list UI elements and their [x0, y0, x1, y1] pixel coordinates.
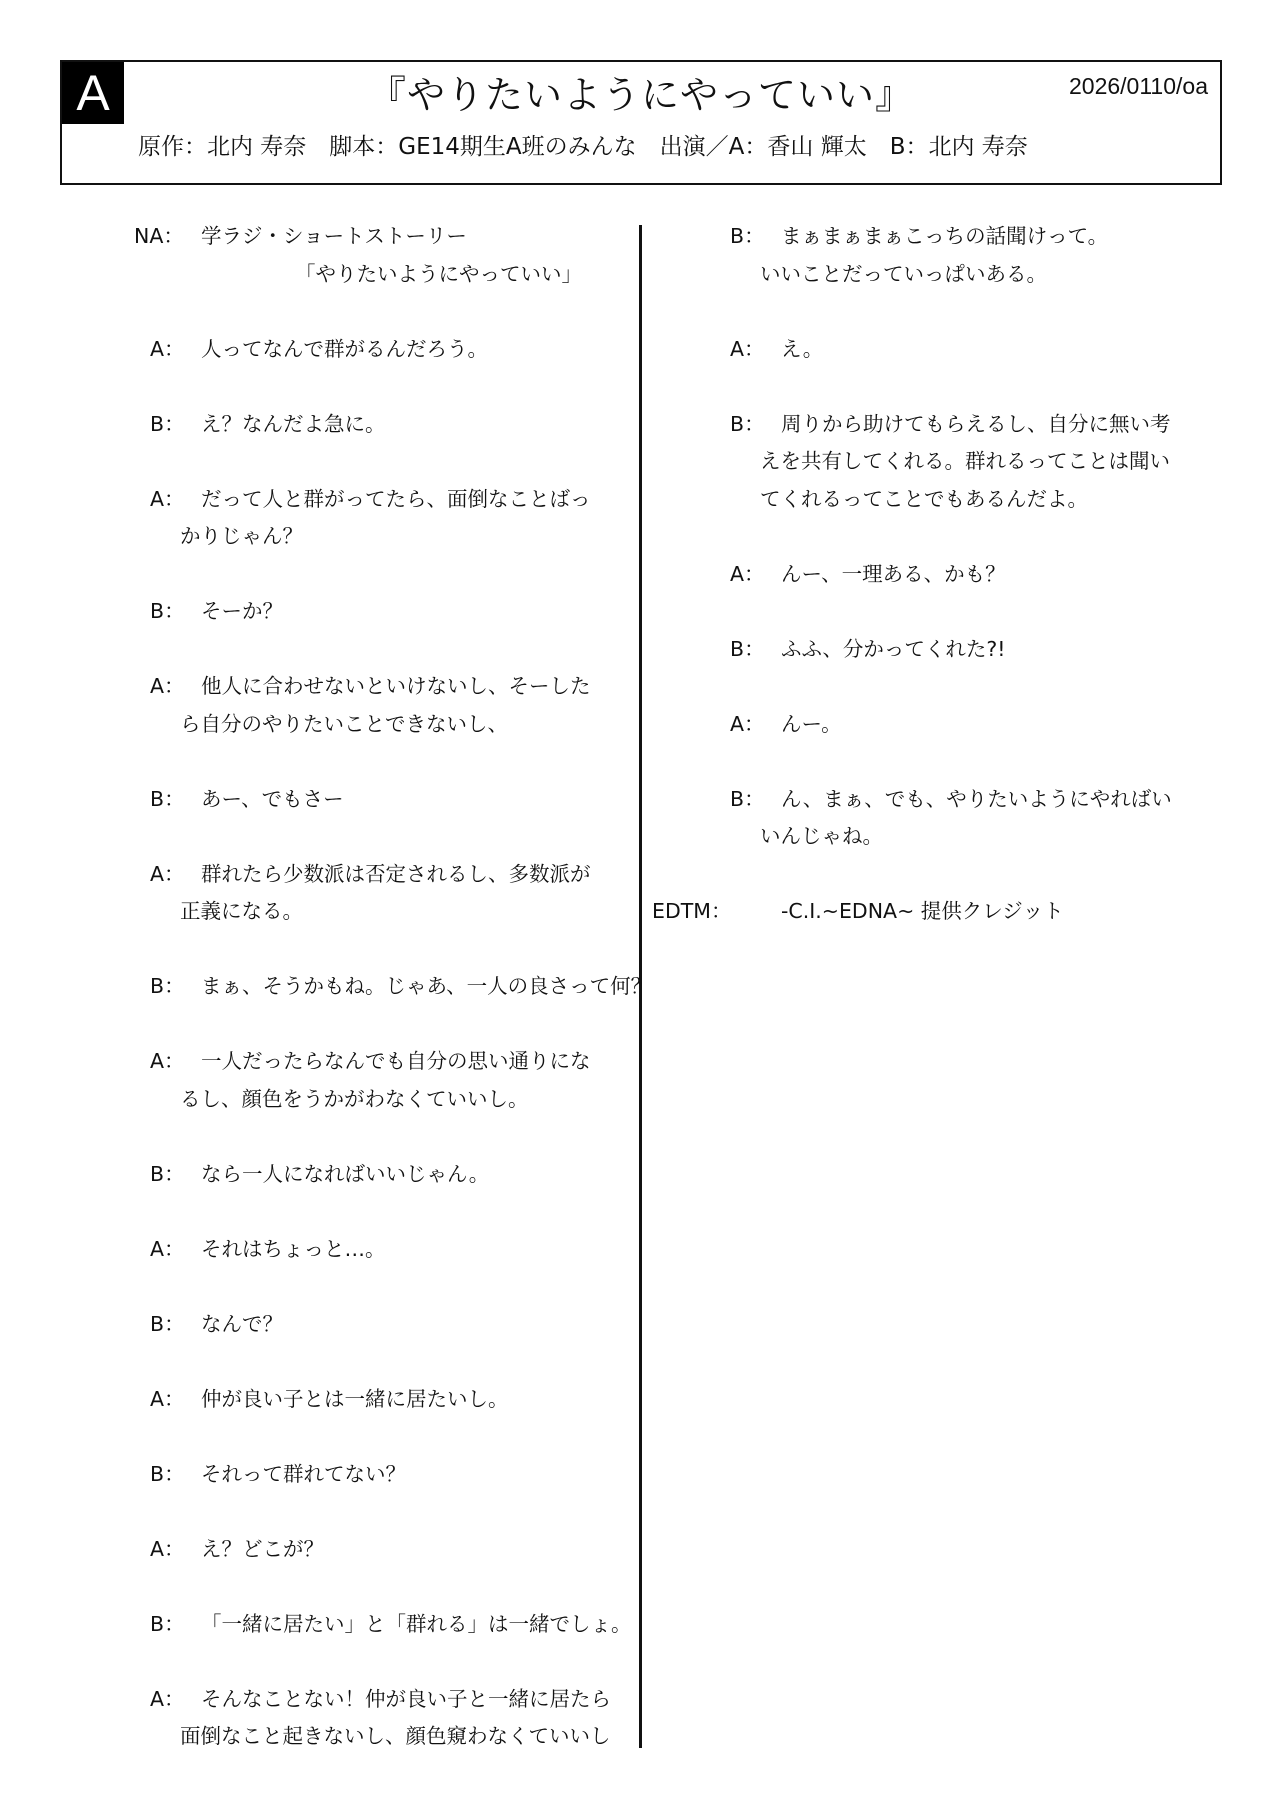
- speaker-label: B：: [150, 1461, 185, 1486]
- dialogue-line: ら自分のやりたいことできないし、: [180, 711, 508, 736]
- dialogue-line: まぁまぁまぁこっちの話聞けって。: [781, 224, 1109, 248]
- air-date: 2026/0110/oa: [1069, 73, 1208, 99]
- speaker-label: A：: [730, 561, 765, 586]
- dialogue-line: ん、まぁ、でも、やりたいようにやればい: [781, 786, 1172, 811]
- dialogue-line: あー、でもさー: [201, 786, 344, 811]
- dialogue-line: え？なんだよ急に。: [201, 411, 386, 436]
- speaker-label: NA：: [134, 224, 184, 248]
- dialogue-line: それって群れてない？: [201, 1461, 406, 1486]
- dialogue-line: 面倒なこと起きないし、顔色窺わなくていいし: [180, 1724, 611, 1748]
- dialogue-line: いんじゃね。: [760, 824, 883, 848]
- speaker-label: A：: [150, 1686, 185, 1711]
- dialogue-line: 正義になる。: [180, 899, 303, 923]
- dialogue-line: 「やりたいようにやっていい」: [295, 261, 582, 286]
- script-header: [60, 60, 1222, 185]
- speaker-label: B：: [730, 224, 765, 248]
- speaker-label: B：: [150, 786, 185, 811]
- speaker-label: B：: [730, 636, 765, 661]
- speaker-label: A：: [150, 1386, 185, 1411]
- speaker-label: A：: [730, 336, 765, 361]
- speaker-label: B：: [730, 786, 765, 811]
- speaker-label: A：: [150, 336, 185, 361]
- dialogue-line: えを共有してくれる。群れるってことは聞い: [760, 449, 1170, 473]
- dialogue-line: え。: [781, 336, 824, 361]
- credits-line: 原作：北内 寿奈 脚本：GE14期生A班のみんな 出演／A：香山 輝太 B：北内 寿奈: [138, 134, 1028, 160]
- dialogue-line: なら一人になればいいじゃん。: [201, 1161, 490, 1186]
- dialogue-line: まぁ、そうかもね。じゃあ、一人の良さって何？: [201, 974, 652, 998]
- speaker-label: B：: [150, 1311, 185, 1336]
- speaker-label: B：: [150, 411, 185, 436]
- dialogue-line: -C.I.~EDNA~ 提供クレジット: [781, 899, 1064, 923]
- speaker-label: A：: [730, 711, 765, 736]
- dialogue-line: 仲が良い子とは一緒に居たいし。: [201, 1386, 509, 1411]
- speaker-label: EDTM：: [652, 899, 732, 923]
- speaker-label: A：: [150, 486, 185, 511]
- dialogue-line: 学ラジ・ショートストーリー: [201, 224, 467, 248]
- speaker-label: B：: [730, 411, 765, 436]
- speaker-label: A：: [150, 861, 185, 886]
- speaker-label: A：: [150, 674, 185, 698]
- dialogue-line: かりじゃん？: [180, 524, 303, 548]
- dialogue-line: てくれるってことでもあるんだよ。: [760, 486, 1088, 511]
- speaker-label: A：: [150, 1049, 185, 1073]
- page-letter-badge: A: [62, 62, 124, 124]
- dialogue-line: 周りから助けてもらえるし、自分に無い考: [781, 411, 1171, 436]
- dialogue-line: だって人と群がってたら、面倒なことばっ: [201, 486, 591, 511]
- speaker-label: A：: [150, 1236, 185, 1261]
- dialogue-line: そんなことない！仲が良い子と一緒に居たら: [201, 1686, 611, 1711]
- dialogue-line: え？どこが？: [201, 1536, 324, 1561]
- dialogue-line: 他人に合わせないといけないし、そーした: [201, 674, 591, 698]
- dialogue-line: るし、顔色をうかがわなくていいし。: [180, 1086, 529, 1111]
- dialogue-line: ふふ、分かってくれた?!: [781, 636, 1006, 661]
- speaker-label: A：: [150, 1536, 185, 1561]
- speaker-label: B：: [150, 1611, 185, 1636]
- speaker-label: B：: [150, 974, 185, 998]
- dialogue-line: んー、一理ある、かも？: [781, 561, 1006, 586]
- dialogue-line: 一人だったらなんでも自分の思い通りにな: [201, 1049, 591, 1073]
- dialogue-line: そーか？: [201, 599, 283, 623]
- dialogue-line: なんで？: [201, 1311, 283, 1336]
- dialogue-line: んー。: [781, 711, 842, 736]
- dialogue-line: 人ってなんで群がるんだろう。: [201, 336, 488, 361]
- dialogue-line: いいことだっていっぱいある。: [760, 261, 1047, 286]
- dialogue-line: それはちょっと…。: [201, 1236, 386, 1261]
- script-title: 『やりたいようにやっていい』: [367, 73, 914, 117]
- dialogue-line: 「一緒に居たい」と「群れる」は一緒でしょ。: [201, 1611, 632, 1636]
- speaker-label: B：: [150, 1161, 185, 1186]
- dialogue-line: 群れたら少数派は否定されるし、多数派が: [201, 861, 591, 886]
- speaker-label: B：: [150, 599, 185, 623]
